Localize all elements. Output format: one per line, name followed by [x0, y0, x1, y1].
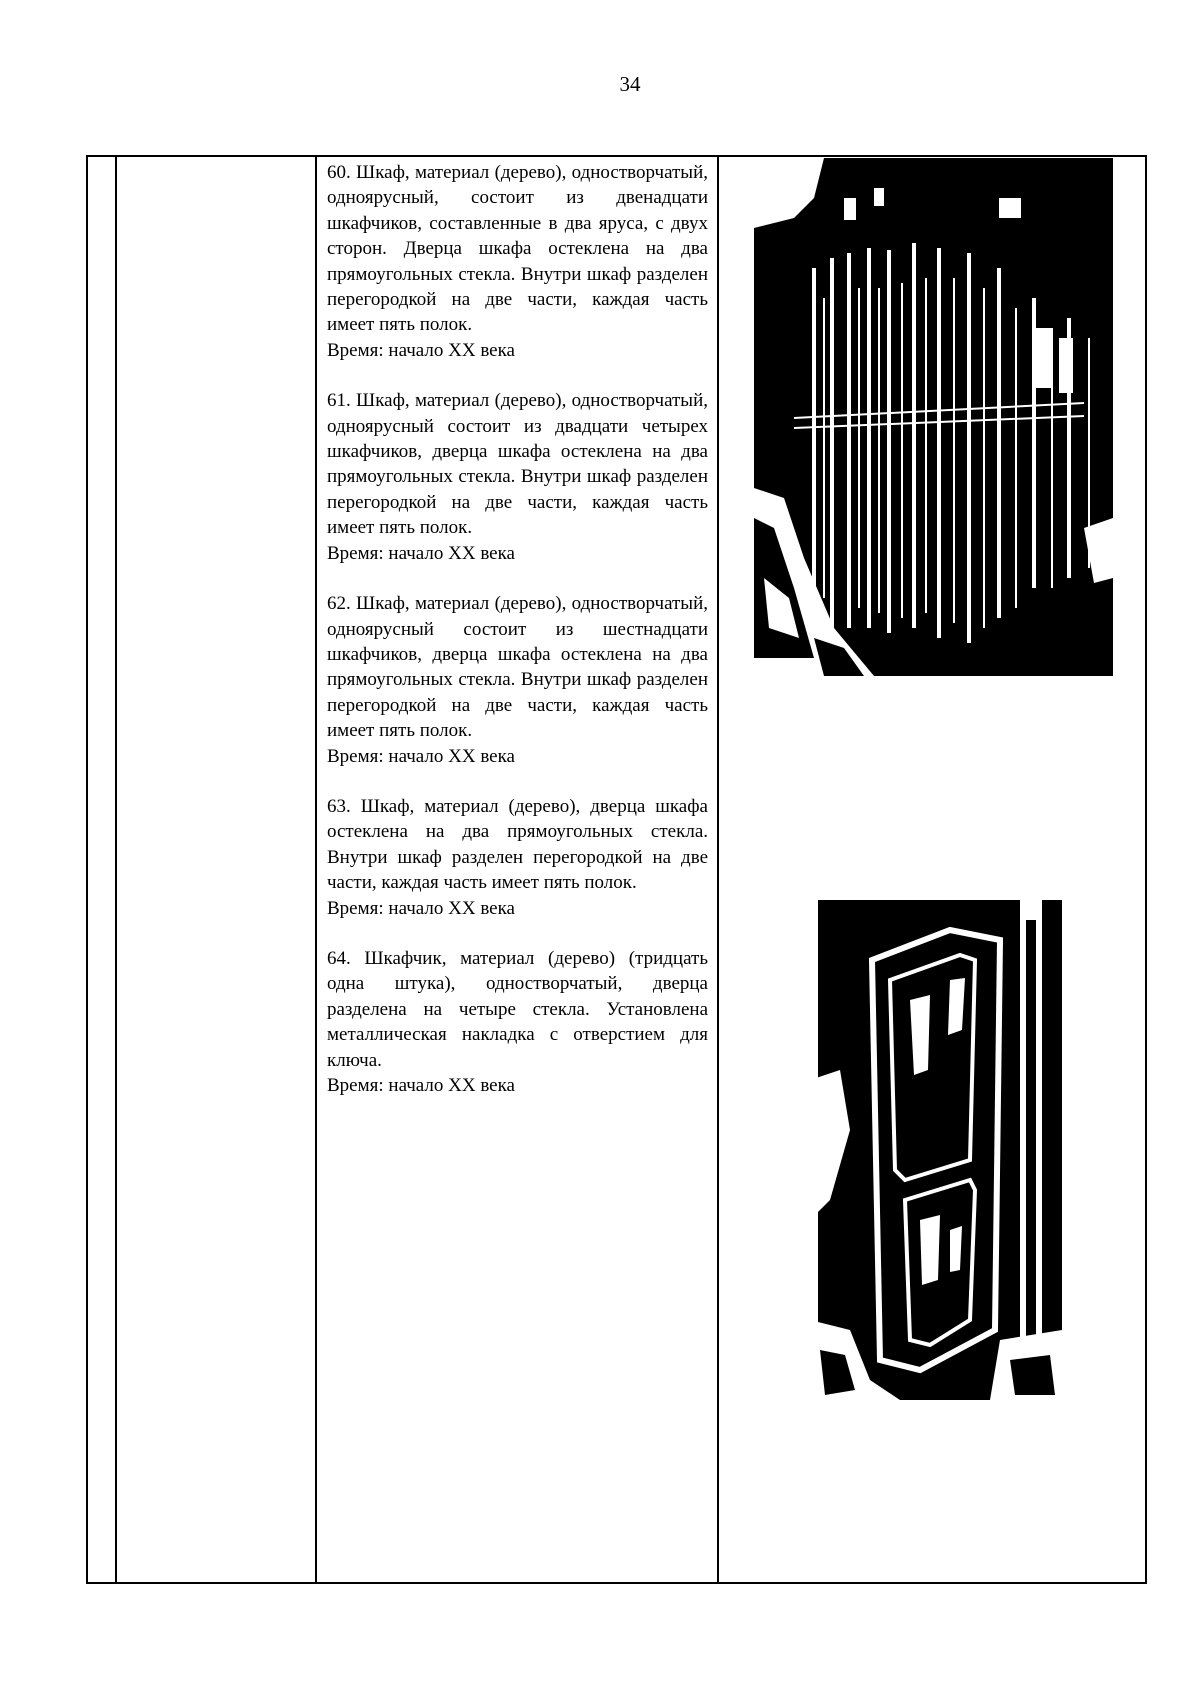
entry-description: 61. Шкаф, материал (дерево), одностворчатый, одноярусный состоит из двадцати четырех шкафчиков, дверца шкафа остеклена на два прямоугольных стекла. Внутри шкаф разделен перегородкой на две части, каждая часть имеет пять полок. [327, 390, 708, 539]
entry-64 [327, 946, 708, 1098]
entry-time: Время: начало XX века [327, 339, 515, 361]
entry-description: 64. Шкафчик, материал (дерево) (тридцать одна штука), одностворчатый, дверца разделена на четыре стекла. Установлена металлическая накладка с отверстием для ключа. [327, 947, 708, 1071]
cabinet-door-photo [810, 900, 1062, 1400]
table-column-divider [115, 157, 117, 1582]
entry-time: Время: начало XX века [327, 1075, 515, 1096]
entry-description: 63. Шкаф, материал (дерево), дверца шкафа остеклена на два прямоугольных стекла. Внутри шкаф разделен перегородкой на две части, каждая часть имеет пять полок. [327, 795, 708, 894]
page-number: 34 [619, 72, 641, 96]
description-column [327, 160, 708, 1123]
entry-time: Время: начало XX века [327, 897, 515, 919]
table-column-divider [315, 157, 317, 1582]
entry-60 [327, 160, 708, 363]
cabinet-row-photo [754, 158, 1113, 676]
table-column-divider [717, 157, 719, 1582]
entry-63 [327, 794, 708, 921]
entry-61 [327, 388, 708, 566]
entry-description: 62. Шкаф, материал (дерево), одностворчатый, одноярусный состоит из шестнадцати шкафчиков, дверца шкафа остеклена на два прямоугольных стекла. Внутри шкаф разделен перегородкой на две части, каждая часть имеет пять полок. [327, 593, 708, 742]
entry-62 [327, 591, 708, 769]
entry-time: Время: начало XX века [327, 745, 515, 767]
entry-description: 60. Шкаф, материал (дерево), одностворчатый, одноярусный, состоит из двенадцати шкафчиков, составленные в два яруса, с двух сторон. Дверца шкафа остеклена на два прямоугольных стекла. Внутри шкаф разделен перегородкой на две части, каждая часть имеет пять полок. [327, 162, 708, 336]
entry-time: Время: начало XX века [327, 542, 515, 564]
